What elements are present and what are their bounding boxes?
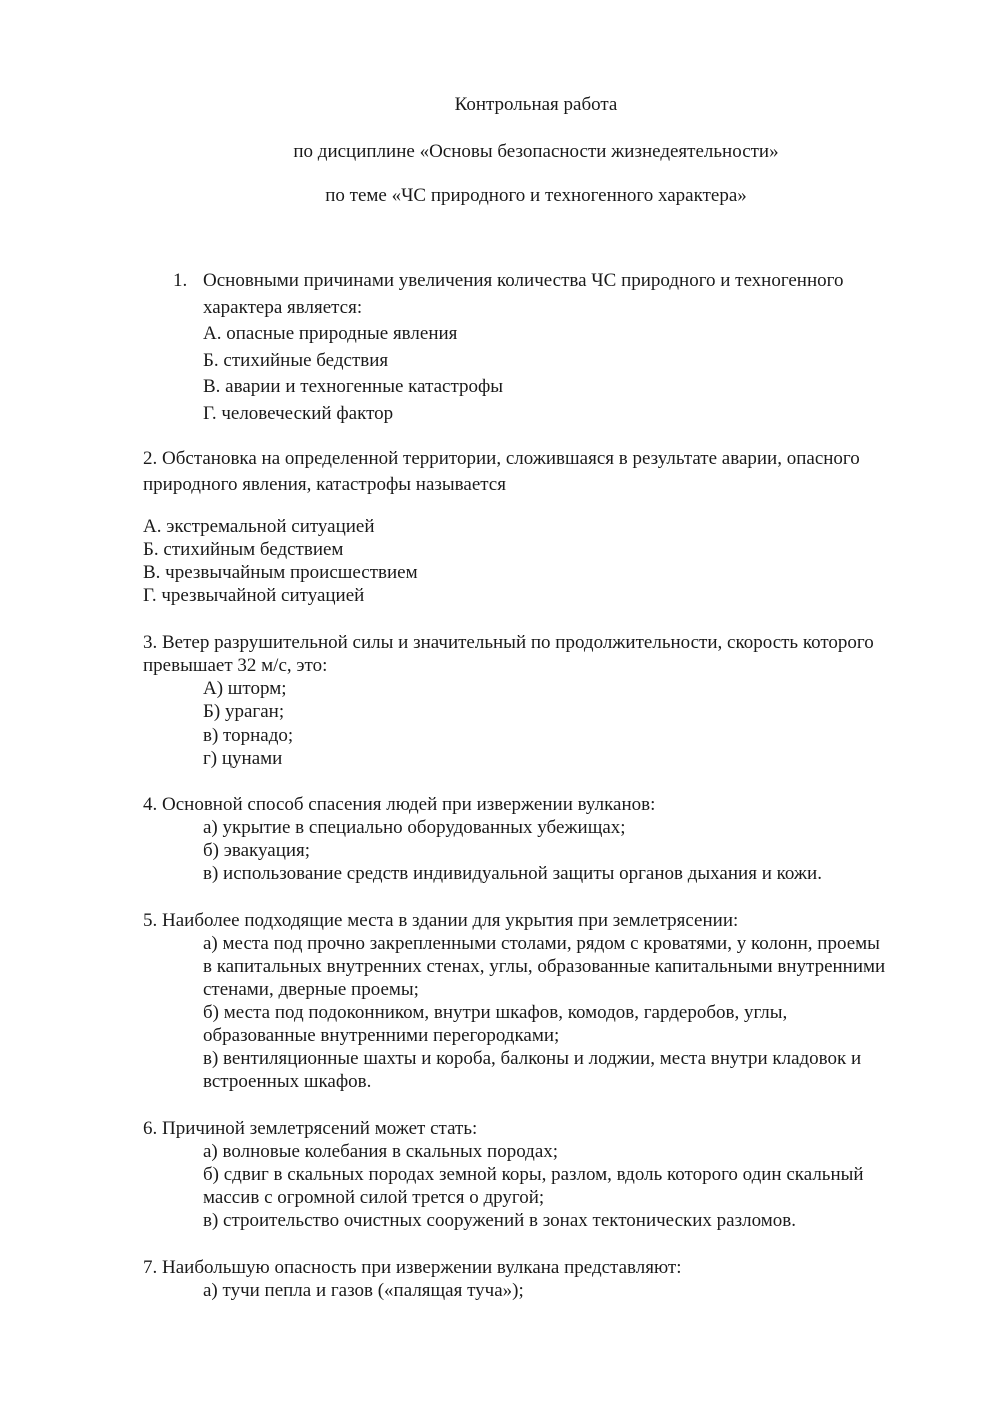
q5-line-3: стенами, дверные проемы; xyxy=(203,979,419,1000)
q5-line-5: образованные внутренними перегородками; xyxy=(203,1025,560,1046)
discipline-line: по дисциплине «Основы безопасности жизнедеятельности» xyxy=(293,141,779,162)
q3-option-d: г) цунами xyxy=(203,748,283,769)
q6-line-3: массив с огромной силой трется о другой; xyxy=(203,1187,545,1208)
q2-option-c: В. чрезвычайным происшествием xyxy=(143,562,418,583)
q4-option-c: в) использование средств индивидуальной защиты органов дыхания и кожи. xyxy=(203,863,822,884)
q5-text: 5. Наиболее подходящие места в здании для укрытия при землетрясении: xyxy=(143,910,739,931)
q2-option-a: А. экстремальной ситуацией xyxy=(143,516,375,537)
q3-option-b: Б) ураган; xyxy=(203,701,285,722)
q3-option-a: А) шторм; xyxy=(203,678,287,699)
q4-option-a: а) укрытие в специально оборудованных убежищах; xyxy=(203,817,626,838)
q2-option-b: Б. стихийным бедствием xyxy=(143,539,344,560)
q5-line-7: встроенных шкафов. xyxy=(203,1071,372,1092)
q5-line-1: а) места под прочно закрепленными столами, рядом с кроватями, у колонн, проемы xyxy=(203,933,880,954)
q1-option-d: Г. человеческий фактор xyxy=(203,403,394,424)
q6-line-1: а) волновые колебания в скальных породах; xyxy=(203,1141,559,1162)
q5-line-6: в) вентиляционные шахты и короба, балконы и лоджии, места внутри кладовок и xyxy=(203,1048,862,1069)
q3-text-line2: превышает 32 м/с, это: xyxy=(143,655,328,676)
q1-option-c: В. аварии и техногенные катастрофы xyxy=(203,376,504,397)
q1-option-b: Б. стихийные бедствия xyxy=(203,350,389,371)
q5-line-2: в капитальных внутренних стенах, углы, образованные капитальными внутренними xyxy=(203,956,886,977)
q3-option-c: в) торнадо; xyxy=(203,725,294,746)
q2-option-d: Г. чрезвычайной ситуацией xyxy=(143,585,365,606)
q6-line-4: в) строительство очистных сооружений в зонах тектонических разломов. xyxy=(203,1210,796,1231)
q1-option-a: А. опасные природные явления xyxy=(203,323,458,344)
q5-line-4: б) места под подоконником, внутри шкафов, комодов, гардеробов, углы, xyxy=(203,1002,788,1023)
q6-line-2: б) сдвиг в скальных породах земной коры, разлом, вдоль которого один скальный xyxy=(203,1164,864,1185)
q7-text: 7. Наибольшую опасность при извержении вулкана представляют: xyxy=(143,1257,682,1278)
q3-text-line1: 3. Ветер разрушительной силы и значительный по продолжительности, скорость которого xyxy=(143,632,874,653)
q7-line-1: а) тучи пепла и газов («палящая туча»); xyxy=(203,1280,524,1301)
q2-text-line1: 2. Обстановка на определенной территории, сложившаяся в результате аварии, опасного xyxy=(143,448,860,469)
q1-text-line2: характера является: xyxy=(203,297,363,318)
topic-line: по теме «ЧС природного и техногенного характера» xyxy=(325,185,747,206)
q4-option-b: б) эвакуация; xyxy=(203,840,311,861)
q6-text: 6. Причиной землетрясений может стать: xyxy=(143,1118,478,1139)
q1-number: 1. xyxy=(173,270,188,291)
q4-text: 4. Основной способ спасения людей при извержении вулканов: xyxy=(143,794,656,815)
q1-text-line1: Основными причинами увеличения количества ЧС природного и техногенного xyxy=(203,270,844,291)
document-title: Контрольная работа xyxy=(454,94,618,115)
q2-text-line2: природного явления, катастрофы называется xyxy=(143,474,506,495)
